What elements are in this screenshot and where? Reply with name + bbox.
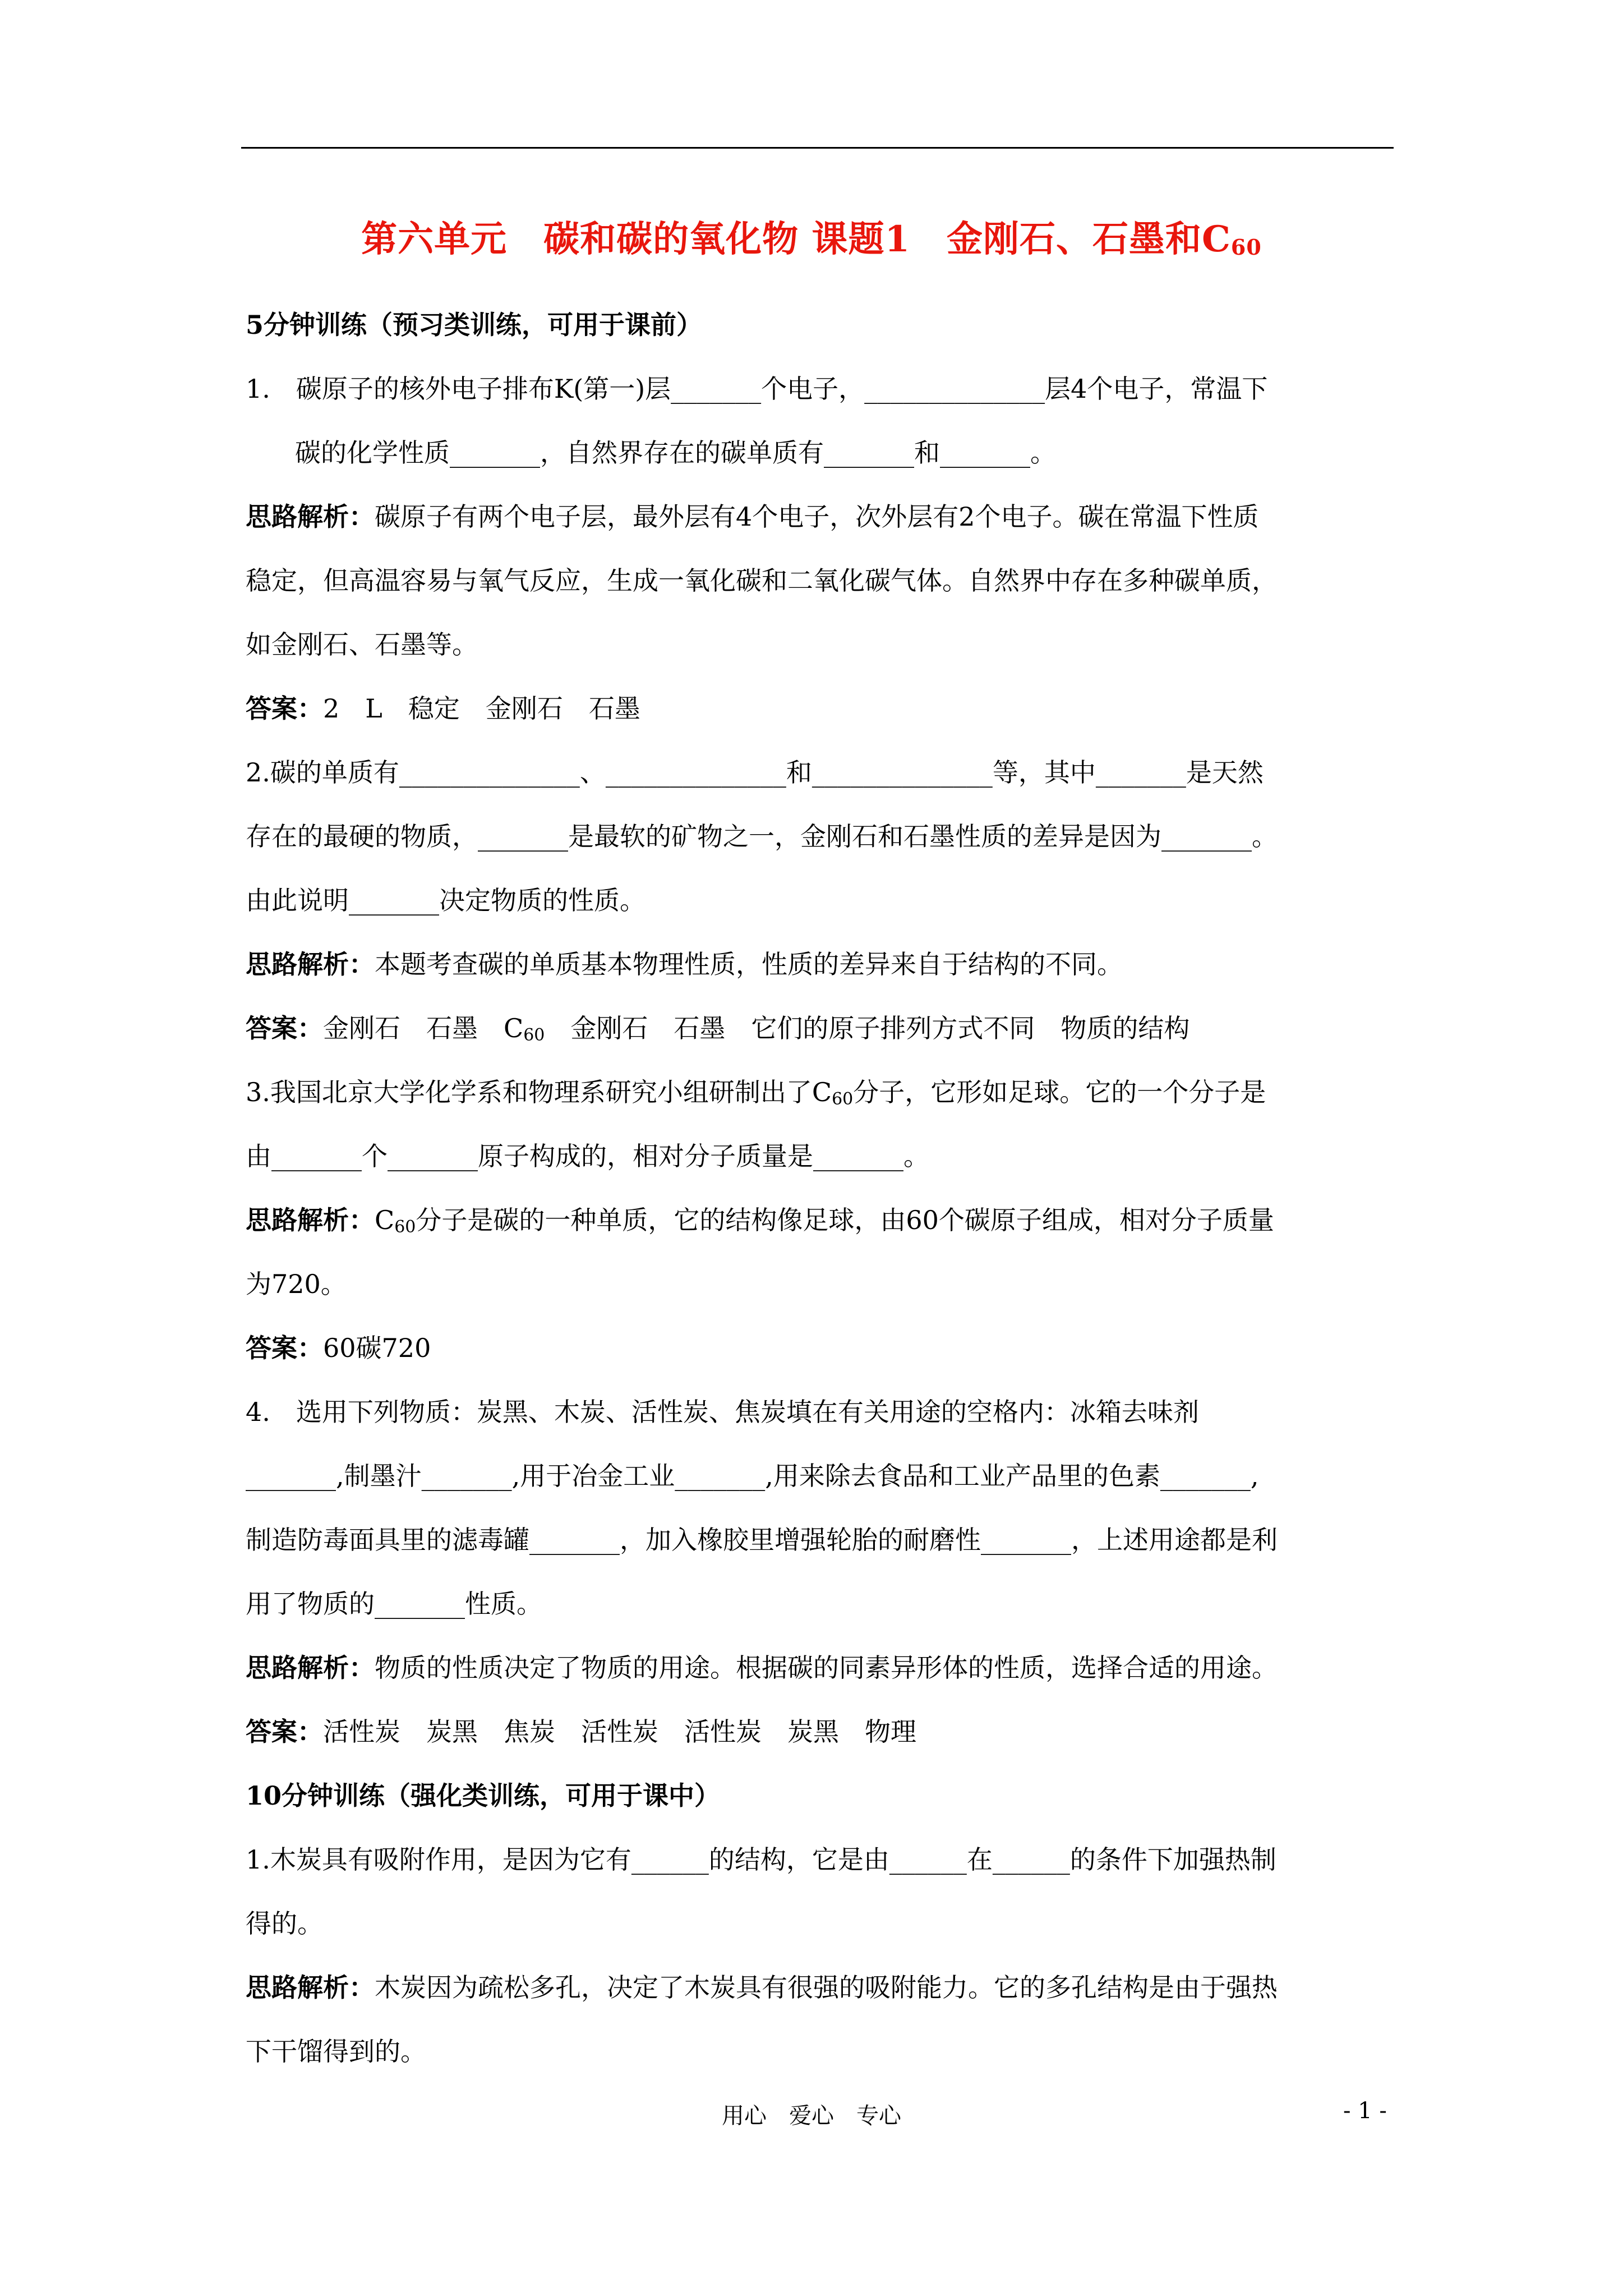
q2-line-3: 由此说明_______决定物质的性质。 [246, 885, 645, 915]
q1-analysis-line-1 [246, 485, 1390, 549]
analysis-label: 思路解析： [246, 1205, 375, 1235]
q5-line-1: 1.木炭具有吸附作用，是因为它有______的结构，它是由______在______的条件下加强热制 [246, 1844, 1276, 1875]
analysis-label: 思路解析： [246, 949, 375, 979]
q2-answer-text-a: 金刚石 石墨 C [323, 1013, 524, 1043]
q3-analysis-text-b: 分子是碳的一种单质，它的结构像足球，由60个碳原子组成，相对分子质量 [416, 1205, 1274, 1235]
q3-line-1-subscript: 60 [832, 1089, 854, 1109]
q3-analysis-text-a: C [375, 1205, 395, 1235]
q1-line-2: 碳的化学性质_______，自然界存在的碳单质有_______和_______。 [295, 438, 1056, 468]
q2-analysis [246, 932, 1390, 996]
q4-analysis-text: 物质的性质决定了物质的用途。根据碳的同素异形体的性质，选择合适的用途。 [375, 1653, 1278, 1683]
q4-line-4: 用了物质的_______性质。 [246, 1589, 542, 1619]
q1-answer-text: 2 L 稳定 金刚石 石墨 [323, 693, 640, 724]
q2-answer [246, 996, 1390, 1060]
title-subscript: 60 [1230, 234, 1262, 260]
q3-analysis-line-1 [246, 1188, 1390, 1252]
answer-label: 答案： [246, 1717, 323, 1747]
analysis-label: 思路解析： [246, 1653, 375, 1683]
header-rule [241, 147, 1394, 149]
q4-line-3: 制造防毒面具里的滤毒罐_______，加入橡胶里增强轮胎的耐磨性_______，上述用途都是利 [246, 1525, 1278, 1555]
q5-analysis-line-2: 下干馏得到的。 [246, 2036, 426, 2067]
q3-line-1-text-a: 3.我国北京大学化学系和物理系研究小组研制出了C [246, 1077, 832, 1107]
q5-line-2: 得的。 [246, 1908, 323, 1939]
q3-line-1 [246, 1060, 1390, 1124]
q3-line-2: 由_______个_______原子构成的，相对分子质量是_______。 [246, 1141, 929, 1171]
title-text: 第六单元 碳和碳的氧化物 课题1 金刚石、石墨和C [361, 218, 1231, 260]
q3-analysis-subscript: 60 [394, 1217, 416, 1237]
q1-line-1: 1. 碳原子的核外电子排布K(第一)层_______个电子，______________层4个电子，常温下 [246, 374, 1268, 404]
section-heading-5min: 5分钟训练（预习类训练，可用于课前） [246, 310, 703, 340]
analysis-label: 思路解析： [246, 501, 375, 532]
q1-analysis-line-3: 如金刚石、石墨等。 [246, 629, 478, 660]
q1-analysis-text: 碳原子有两个电子层，最外层有4个电子，次外层有2个电子。碳在常温下性质 [375, 501, 1259, 532]
footer-motto: 用心 爱心 专心 [722, 2103, 901, 2129]
q3-answer-text: 60碳720 [323, 1333, 431, 1363]
q2-answer-subscript: 60 [523, 1025, 545, 1045]
q5-analysis-text: 木炭因为疏松多孔，决定了木炭具有很强的吸附能力。它的多孔结构是由于强热 [375, 1972, 1278, 2003]
q4-line-2: _______,制墨汁_______,用于冶金工业_______,用来除去食品和工业产品里的色素_______, [246, 1461, 1259, 1491]
q2-answer-text-b: 金刚石 石墨 它们的原子排列方式不同 物质的结构 [545, 1013, 1190, 1043]
q5-analysis-line-1 [246, 1955, 1390, 2019]
q4-answer [246, 1700, 1390, 1764]
q2-analysis-text: 本题考查碳的单质基本物理性质，性质的差异来自于结构的不同。 [375, 949, 1123, 979]
q3-answer [246, 1316, 1390, 1380]
q2-line-1: 2.碳的单质有______________、______________和______________等，其中_______是天然 [246, 757, 1264, 788]
q4-analysis [246, 1636, 1390, 1700]
answer-label: 答案： [246, 1013, 323, 1043]
q2-line-2: 存在的最硬的物质，_______是最软的矿物之一，金刚石和石墨性质的差异是因为_______。 [246, 821, 1278, 852]
answer-label: 答案： [246, 1333, 323, 1363]
q3-analysis-line-2: 为720。 [246, 1269, 347, 1299]
q3-line-1-text-b: 分子，它形如足球。它的一个分子是 [853, 1077, 1266, 1107]
q1-analysis-line-2: 稳定，但高温容易与氧气反应，生成一氧化碳和二氧化碳气体。自然界中存在多种碳单质， [246, 565, 1278, 596]
document-body [246, 293, 1390, 2083]
q4-line-1: 4. 选用下列物质：炭黑、木炭、活性炭、焦炭填在有关用途的空格内：冰箱去味剂 [246, 1397, 1199, 1427]
page-title [0, 210, 1623, 262]
analysis-label: 思路解析： [246, 1972, 375, 2003]
page-number: - 1 - [1343, 2098, 1387, 2124]
q4-answer-text: 活性炭 炭黑 焦炭 活性炭 活性炭 炭黑 物理 [323, 1717, 916, 1747]
q1-answer [246, 677, 1390, 740]
answer-label: 答案： [246, 693, 323, 724]
section-heading-10min: 10分钟训练（强化类训练，可用于课中） [246, 1780, 721, 1811]
